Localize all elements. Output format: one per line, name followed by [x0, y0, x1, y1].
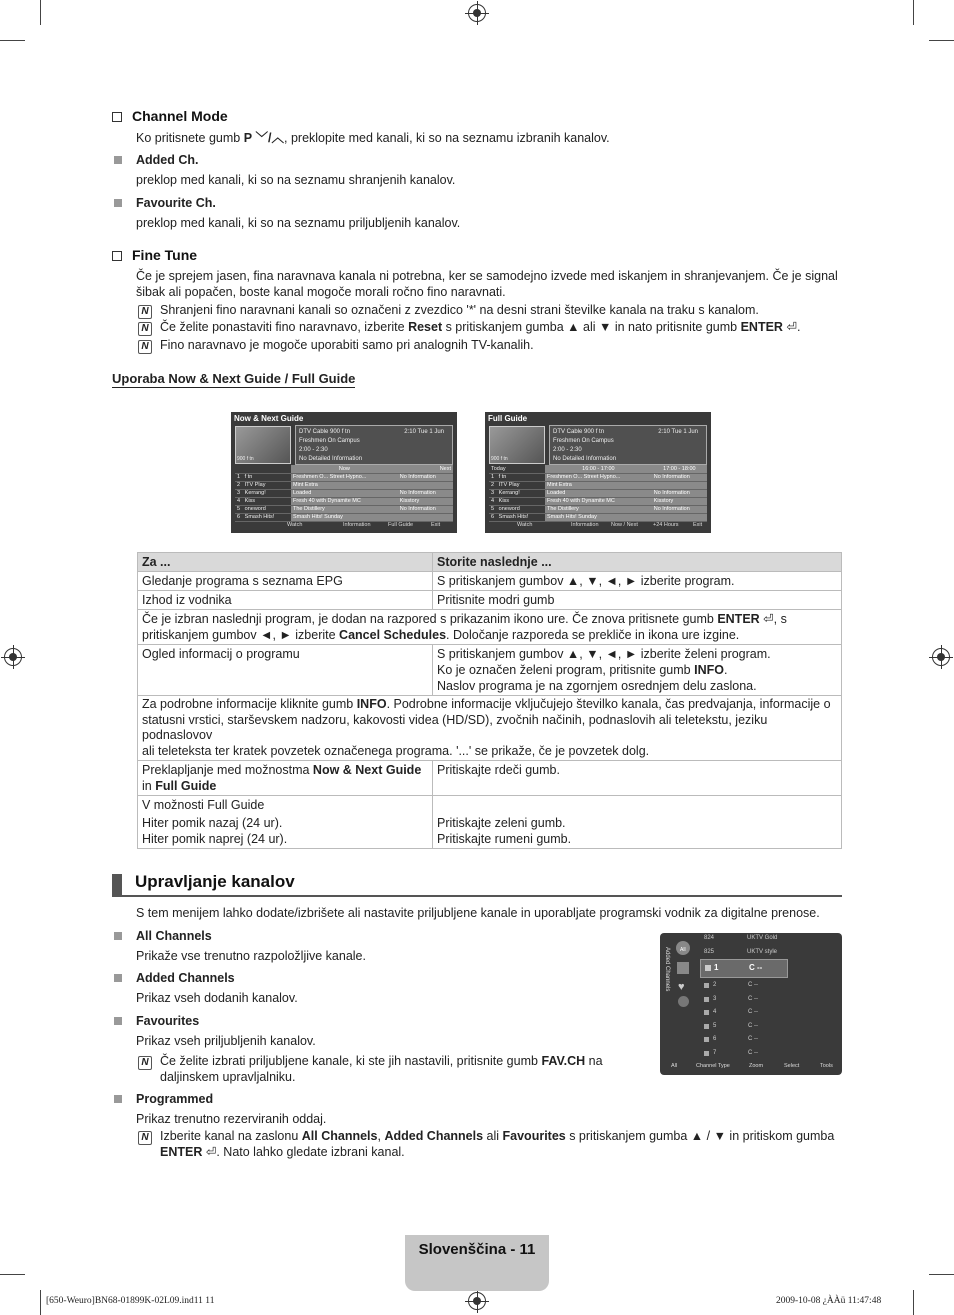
list-item[interactable]: 6 C --	[700, 1033, 788, 1047]
full-guide-screen	[485, 412, 711, 533]
channel-icon	[704, 997, 709, 1002]
bullet-square-icon	[114, 1095, 122, 1103]
crop-mark	[929, 1274, 954, 1275]
crop-mark	[0, 40, 25, 41]
table-row: Za podrobne informacije kliknite gumb INFO. Podrobne informacije vključujejo številko kanala, čas predvajanja, informacije o statusni vrstici, starševskem nadzoru, kakovosti videa (HD/SD), zvočnih načinih, podnaslovih ali teletekstu, jeziku podnaslovov ali teleteksta ter kratek povzetek označenega programa. '...' se prikaže, če je povzetek dolg.	[138, 696, 842, 761]
watch-key[interactable]: Watch	[287, 522, 303, 528]
note-3: N Fino naravnavo je mogoče uporabiti samo pri analognih TV-kanalih.	[138, 337, 152, 354]
table-row[interactable]: 3 Kerrang! Loaded No Information	[489, 489, 707, 497]
all-channels-item: All Channels	[114, 928, 122, 945]
table-row[interactable]: 2 ITV Play Mint Extra	[235, 481, 453, 489]
divider	[112, 895, 842, 897]
list-item[interactable]: 7 C --	[700, 1047, 788, 1061]
exit-key[interactable]: Exit	[431, 522, 441, 528]
page-number: Slovenščina - 11	[418, 1241, 536, 1258]
table-row: Če je izbran naslednji program, je dodan na razpored s prikazanim ikono ure. Če znova pritisnete gumb ENTER ⏎, s pritiskanjem gumbov ◄, ► izberite Cancel Schedules. Določanje razporeda se prekliče in ikona ure izgine.	[138, 610, 842, 645]
selected-channel-row[interactable]: 1 C --	[700, 959, 788, 978]
now-next-title: Now & Next Guide	[234, 414, 304, 423]
table-row[interactable]: 6 Smash Hits! Smash Hits! Sunday	[489, 513, 707, 521]
fine-tune-para2: šibak ali popačen, boste kanal mogoče morali ročno fino naravnati.	[136, 285, 506, 299]
note-icon: N	[138, 305, 152, 319]
table-row[interactable]: 5 oneword The Distillery No Information	[489, 505, 707, 513]
favourite-ch-item: Favourite Ch.	[114, 195, 122, 212]
all-channels-icon[interactable]: All	[676, 941, 690, 955]
programmed-item: Programmed	[114, 1091, 122, 1108]
note-icon: N	[138, 1131, 152, 1145]
channel-icon	[704, 983, 709, 988]
select-key[interactable]: Select	[784, 1063, 800, 1069]
column-header: Storite naslednje ...	[433, 553, 842, 572]
added-channels-icon[interactable]	[677, 962, 689, 974]
print-slug-right: 2009-10-08 ¿ÀÀü 11:47:48	[776, 1296, 882, 1306]
added-channels-item: Added Channels	[114, 970, 122, 987]
list-item[interactable]: 3 C --	[700, 993, 788, 1007]
crop-mark	[929, 40, 954, 41]
information-key[interactable]: Information	[571, 522, 599, 528]
channel-type-key[interactable]: Channel Type	[696, 1063, 730, 1069]
bullet-square-icon	[114, 974, 122, 982]
note-icon: N	[138, 340, 152, 354]
channel-mode-section	[112, 108, 228, 124]
checkbox-icon	[112, 112, 122, 122]
added-channels-text: Prikaz vseh dodanih kanalov.	[136, 991, 298, 1005]
table-row[interactable]: 4 Kiss Fresh 40 with Dynamite MC Kisstory	[235, 497, 453, 505]
programmed-note: N Izberite kanal na zaslonu All Channels, Added Channels ali Favourites s pritiskanjem gumba ▲ / ▼ in pritiskom gumba ENTER ⏎. Nato lahko gledate izbrani kanal.	[138, 1128, 152, 1145]
all-channels-text: Prikaže vse trenutno razpoložljive kanale.	[136, 949, 366, 963]
checkbox-icon	[112, 251, 122, 261]
note-1: N Shranjeni fino naravnani kanali so označeni z zvezdico '*' na desni strani številke kanala na traku s kanalom.	[138, 302, 152, 319]
bullet-square-icon	[114, 1017, 122, 1025]
channel-mode-intro: Ko pritisnete gumb P ﹀/︿, preklopite med kanali, ki so na seznamu izbranih kanalov.	[136, 131, 610, 145]
channel-icon	[704, 1010, 709, 1015]
epg-instructions-table	[137, 552, 842, 849]
enter-icon: ⏎	[205, 1145, 217, 1159]
registration-mark-icon	[932, 648, 950, 666]
programmed-text: Prikaz trenutno rezerviranih oddaj.	[136, 1112, 327, 1126]
list-item[interactable]: 2 C --	[700, 979, 788, 993]
table-row: Preklapljanje med možnostma Now & Next Guide in Full Guide Pritiskajte rdeči gumb.	[138, 761, 842, 796]
exit-key[interactable]: Exit	[693, 522, 703, 528]
table-row[interactable]: 3 Kerrang! Loaded No Information	[235, 489, 453, 497]
menu-key-bar	[660, 1059, 842, 1073]
fine-tune-heading: Fine Tune	[132, 247, 198, 263]
programme-info: DTV Cable 900 f tn 2:10 Tue 1 Jun Freshmen On Campus 2:00 - 2:30 No Detailed Information	[295, 425, 453, 465]
note-2: N Če želite ponastaviti fino naravnavo, izberite Reset s pritiskanjem gumba ▲ ali ▼ in nato pritisnite gumb ENTER ⏎.	[138, 319, 152, 336]
channel-icon	[704, 1024, 709, 1029]
information-key[interactable]: Information	[343, 522, 371, 528]
channel-mode-heading: Channel Mode	[132, 108, 228, 124]
table-row[interactable]: 4 Kiss Fresh 40 with Dynamite MC Kisstory	[489, 497, 707, 505]
table-row[interactable]: 1 f tn Freshmen O... Street Hypno... No Information	[235, 473, 453, 481]
table-row: Gledanje programa s seznama EPG S pritiskanjem gumbov ▲, ▼, ◄, ► izberite program.	[138, 572, 842, 591]
preview-thumbnail: 900 f tn	[489, 426, 545, 464]
now-next-key[interactable]: Now / Next	[611, 522, 638, 528]
favourites-text: Prikaz vseh priljubljenih kanalov.	[136, 1034, 316, 1048]
full-guide-title: Full Guide	[488, 414, 528, 423]
crop-mark	[0, 1274, 25, 1275]
list-item[interactable]: 5 C --	[700, 1020, 788, 1034]
full-guide-table: Today 16:00 - 17:00 17:00 - 18:00 1 f tn Freshmen O... Street Hypno... No Information 2 ITV Play Mint Extra 3 Kerrang! Loaded No Information 4 Kiss Fresh 40 with Dynamite MC Kisstory 5 oneword The Distillery No Information 6 Smash Hits! Smash Hits! Sunday	[489, 465, 707, 522]
page-title: Upravljanje kanalov	[135, 872, 295, 891]
now-next-guide-screen	[231, 412, 457, 533]
channel-list	[700, 979, 788, 1060]
fine-tune-para1: Če je sprejem jasen, fina naravnava kanala ni potrebna, ker se samodejno izvede med iskanjem in shranjevanjem. Če je signal	[136, 269, 838, 283]
favourite-ch-text: preklop med kanali, ki so na seznamu priljubljenih kanalov.	[136, 216, 461, 230]
bullet-square-icon	[114, 156, 122, 164]
footer-page-tab	[405, 1235, 549, 1291]
guide-heading: Uporaba Now & Next Guide / Full Guide	[112, 371, 356, 386]
enter-icon: ⏎	[786, 320, 797, 334]
channel-icon	[705, 965, 711, 971]
zoom-key[interactable]: Zoom	[749, 1063, 764, 1069]
programmed-clock-icon[interactable]	[678, 996, 689, 1007]
column-header: Za ...	[138, 553, 433, 572]
crop-mark	[40, 0, 41, 25]
added-channels-screen: Added Channels All ♥ 824 UKTV Gold 825 UKTV style 1 C -- 2 C -- 3 C -- 4 C -- 5 C -- 6 C -- 7 C -- All Channel Type Zoom Select Tools	[660, 933, 842, 1075]
table-row: Ogled informacij o programu S pritiskanjem gumbov ▲, ▼, ◄, ► izberite želeni program. Ko je označen želeni program, pritisnite gumb INFO. Naslov programa je na zgornjem osrednjem delu zaslona.	[138, 645, 842, 696]
crop-mark	[40, 1290, 41, 1315]
print-slug-left: [650-Weuro]BN68-01899K-02L09.ind11 11	[46, 1296, 215, 1306]
enter-icon: ⏎	[763, 612, 774, 626]
channel-icon	[704, 1037, 709, 1042]
added-ch-text: preklop med kanali, ki so na seznamu shranjenih kanalov.	[136, 173, 456, 187]
channel-icon	[704, 1051, 709, 1056]
registration-mark-icon	[468, 4, 486, 22]
added-ch-item: Added Ch.	[114, 152, 122, 169]
full-guide-key[interactable]: Full Guide	[388, 522, 414, 528]
fine-tune-section	[112, 247, 197, 263]
favourites-item: Favourites	[114, 1013, 122, 1030]
plus-24-hours-key[interactable]: +24 Hours	[653, 522, 679, 528]
chevron-up-down-icon: ﹀/︿	[255, 131, 285, 145]
note-icon: N	[138, 1056, 152, 1070]
programme-info: DTV Cable 900 f tn 2:10 Tue 1 Jun Freshmen On Campus 2:00 - 2:30 No Detailed Information	[549, 425, 707, 465]
registration-mark-icon	[468, 1292, 486, 1310]
table-row[interactable]: 6 Smash Hits! Smash Hits! Sunday	[235, 513, 453, 521]
table-row[interactable]: 5 oneword The Distillery No Information	[235, 505, 453, 513]
all-key[interactable]: All	[671, 1063, 678, 1069]
crop-mark	[913, 1290, 914, 1315]
bullet-square-icon	[114, 199, 122, 207]
section-marker	[112, 874, 122, 895]
side-label: Added Channels	[664, 947, 670, 992]
favourites-heart-icon[interactable]: ♥	[678, 981, 685, 993]
channels-intro: S tem menijem lahko dodate/izbrišete ali nastavite priljubljene kanale in uporabljate programski vodnik za digitalne prenose.	[136, 906, 820, 920]
tools-key[interactable]: Tools	[820, 1063, 833, 1069]
preview-thumbnail: 900 f tn	[235, 426, 291, 464]
watch-key[interactable]: Watch	[517, 522, 533, 528]
favourites-note: N Če želite izbrati priljubljene kanale, ki ste jih nastavili, pritisnite gumb FAV.CH na daljinskem upravljalniku.	[138, 1053, 152, 1070]
registration-mark-icon	[4, 648, 22, 666]
table-row: V možnosti Full Guide Hiter pomik nazaj (24 ur). Hiter pomik naprej (24 ur). Pritiskajte zeleni gumb. Pritiskajte rumeni gumb.	[138, 796, 842, 849]
table-row[interactable]: 2 ITV Play Mint Extra	[489, 481, 707, 489]
bullet-square-icon	[114, 932, 122, 940]
note-icon: N	[138, 322, 152, 336]
crop-mark	[913, 0, 914, 25]
table-row[interactable]: 1 f tn Freshmen O... Street Hypno... No Information	[489, 473, 707, 481]
list-item[interactable]: 4 C --	[700, 1006, 788, 1020]
table-row: Izhod iz vodnika Pritisnite modri gumb	[138, 591, 842, 610]
now-next-table: Now Next 1 f tn Freshmen O... Street Hypno... No Information 2 ITV Play Mint Extra 3 Kerrang! Loaded No Information 4 Kiss Fresh 40 with Dynamite MC Kisstory 5 oneword The Distillery No Information 6 Smash Hits! Smash Hits! Sunday	[237, 465, 451, 520]
